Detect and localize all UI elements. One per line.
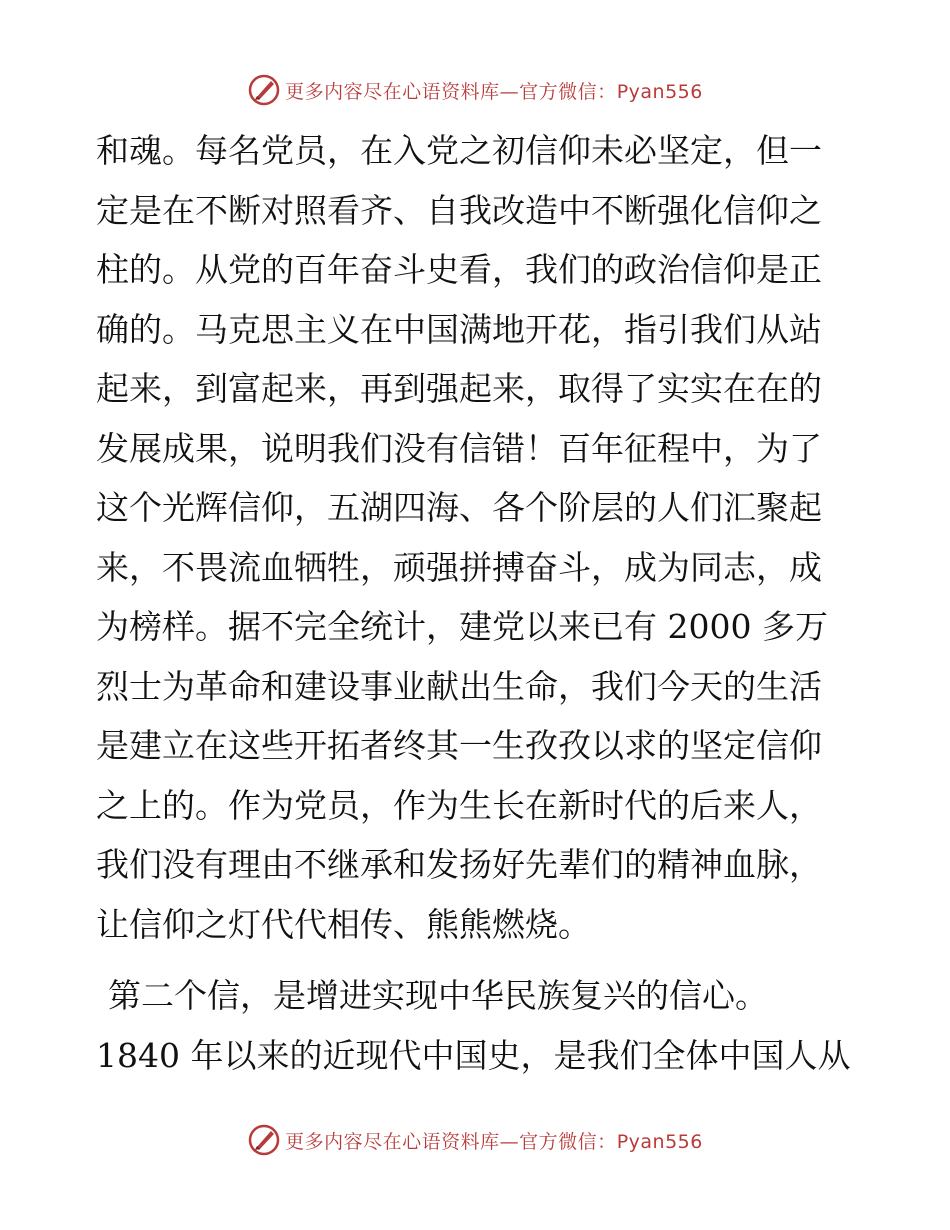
banner-contact-label: 官方微信： — [519, 1130, 617, 1153]
banner-contact-label: 官方微信： — [519, 80, 617, 103]
footer-banner — [0, 1120, 950, 1160]
body-line: 烈士为革命和建设事业献出生命，我们今天的生活 — [96, 666, 822, 706]
body-line: 来，不畏流血牺牲，顽强拼搏奋斗，成为同志，成 — [96, 547, 822, 587]
body-line: 1840 年以来的近现代中国史，是我们全体中国人从 — [96, 1035, 851, 1075]
quill-circle-icon — [247, 73, 281, 107]
body-line: 这个光辉信仰，五湖四海、各个阶层的人们汇聚起 — [96, 488, 822, 527]
body-line: 定是在不断对照看齐、自我改造中不断强化信仰之 — [96, 190, 822, 230]
header-banner — [0, 70, 950, 110]
banner-text — [285, 77, 703, 104]
body-line: 为榜样。据不完全统计，建党以来已有 2000 多万 — [96, 607, 828, 646]
banner-separator: — — [499, 1130, 520, 1153]
body-line: 和魂。每名党员，在入党之初信仰未必坚定，但一 — [96, 131, 822, 170]
banner-brand: 更多内容尽在心语资料库 — [285, 80, 500, 103]
body-line: 起来，到富起来，再到强起来，取得了实实在在的 — [96, 369, 822, 408]
body-line: 确的。马克思主义在中国满地开花，指引我们从站 — [96, 309, 822, 349]
body-line: 之上的。作为党员，作为生长在新时代的后来人， — [96, 785, 822, 825]
quill-circle-icon — [247, 1123, 281, 1157]
banner-brand: 更多内容尽在心语资料库 — [285, 1130, 500, 1153]
document-body — [96, 121, 876, 1085]
paragraph-heading-line: 第二个信，是增进实现中华民族复兴的信心。 — [108, 976, 768, 1015]
body-line: 柱的。从党的百年奋斗史看，我们的政治信仰是正 — [96, 250, 822, 289]
banner-contact-id: Pyan556 — [616, 1130, 703, 1153]
banner-separator: — — [499, 80, 520, 103]
body-line: 我们没有理由不继承和发扬好先辈们的精神血脉， — [96, 845, 822, 884]
body-line: 让信仰之灯代代相传、熊熊燃烧。 — [96, 904, 591, 944]
body-line: 发展成果，说明我们没有信错！百年征程中，为了 — [96, 428, 822, 468]
body-line: 是建立在这些开拓者终其一生孜孜以求的坚定信仰 — [96, 726, 822, 765]
banner-contact-id: Pyan556 — [616, 80, 703, 103]
banner-text — [285, 1127, 703, 1154]
